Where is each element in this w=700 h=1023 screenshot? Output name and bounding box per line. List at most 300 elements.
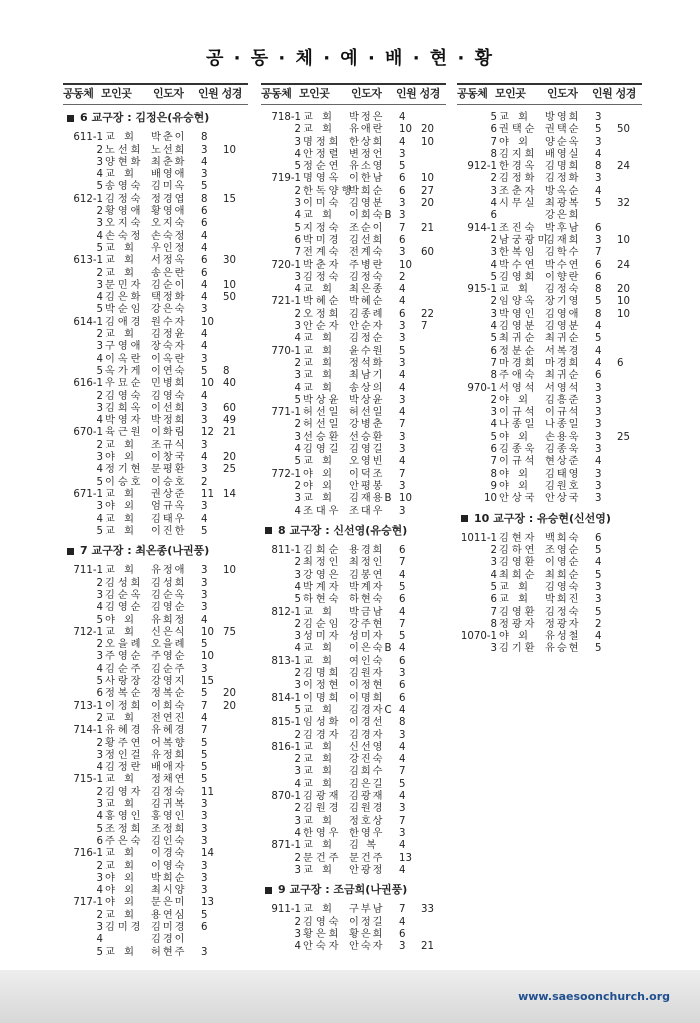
table-row — [261, 643, 446, 655]
group-cell: 912-1 — [467, 161, 497, 173]
attendance-cell: 4 — [399, 840, 406, 852]
bible-cell: 20 — [617, 284, 630, 296]
table-row — [261, 333, 446, 345]
bible-cell: 21 — [421, 222, 434, 234]
place-cell: 노선희 — [105, 144, 144, 156]
leader-cell: 조영순 — [545, 545, 581, 557]
place-cell: 박순임 — [105, 304, 144, 316]
bible-cell — [223, 329, 243, 341]
place-cell: 조정희 — [105, 823, 144, 835]
group-cell: 770-1 — [271, 345, 301, 357]
place-cell: 교 회 — [105, 439, 137, 451]
leader-cell: 조정희 — [151, 823, 187, 835]
place-cell: 송영숙 — [105, 181, 144, 193]
table-row — [457, 137, 642, 149]
footer-url[interactable]: www.saesoonchurch.org — [518, 990, 670, 1003]
table-row — [457, 383, 642, 395]
bible-cell — [223, 578, 243, 590]
leader-cell: 이덕조 — [349, 468, 385, 480]
leader-cell: 안순자 — [349, 321, 385, 333]
group-cell: 3 — [294, 929, 301, 940]
table-row — [63, 799, 248, 811]
group-cell: 5 — [96, 181, 103, 193]
group-cell: 7 — [490, 606, 497, 618]
section-heading — [261, 525, 446, 537]
place-cell: 교 회 — [303, 741, 335, 753]
attendance-cell: 3 — [595, 234, 602, 246]
leader-cell: 박정은 — [349, 112, 385, 123]
place-cell: 사랑장 — [105, 676, 144, 688]
bible-cell — [617, 607, 637, 619]
place-cell: 손숙정 — [105, 230, 144, 242]
attendance-cell: 13 — [399, 852, 412, 864]
group-cell: 4 — [96, 602, 103, 614]
place-cell: 박상윤 — [303, 394, 342, 406]
group-cell: 2 — [294, 668, 301, 680]
leader-cell: 방옥순 — [545, 185, 581, 197]
table-row — [261, 432, 446, 444]
group-cell: 8 — [490, 618, 497, 630]
attendance-cell: 8 — [595, 161, 602, 173]
leader-cell: 이승호 — [151, 476, 187, 488]
group-cell: 3 — [490, 308, 497, 320]
group-cell: 4 — [96, 934, 103, 946]
group-cell: 2 — [490, 545, 497, 557]
header-cell: 모인곳 — [101, 87, 132, 101]
bible-cell: 20 — [223, 452, 236, 464]
leader-cell: 김광재 — [349, 791, 385, 803]
place-cell: 김영자 — [105, 786, 144, 798]
attendance-cell: 5 — [595, 333, 602, 345]
bible-cell — [617, 481, 637, 493]
table-row — [261, 456, 446, 468]
group-cell: 4 — [96, 811, 103, 823]
attendance-cell: 3 — [201, 169, 208, 181]
table-row — [261, 493, 446, 505]
bible-cell — [223, 514, 243, 526]
group-cell: 5 — [96, 242, 103, 254]
place-cell: 야 외 — [499, 468, 531, 480]
place-cell: 권택순 — [499, 124, 538, 136]
place-cell: 허선일 — [303, 407, 342, 419]
group-cell: 2 — [96, 909, 103, 921]
leader-cell: 여인숙 — [349, 655, 385, 667]
table-row — [457, 124, 642, 136]
group-cell: 2 — [96, 860, 103, 872]
table-row — [261, 149, 446, 161]
group-cell: 2 — [294, 754, 301, 766]
bible-cell — [617, 395, 637, 407]
attendance-cell: 5 — [595, 124, 602, 136]
leader-cell: 이경선 — [349, 717, 385, 729]
leader-cell: 장숙자 — [151, 341, 187, 353]
bible-cell — [617, 321, 637, 333]
bible-cell — [223, 762, 243, 774]
group-cell: 5 — [490, 431, 497, 443]
group-cell: 3 — [490, 247, 497, 259]
table-row — [63, 255, 248, 267]
place-cell: 정복순 — [105, 688, 144, 700]
bible-cell — [421, 742, 441, 754]
group-cell: 4 — [490, 259, 497, 271]
leader-cell: 유혜경 — [151, 725, 187, 737]
table-row — [457, 186, 642, 198]
group-cell: 714-1 — [73, 725, 103, 737]
attendance-cell: 6 — [399, 234, 406, 246]
group-cell: 4 — [96, 513, 103, 525]
attendance-cell: 7 — [399, 468, 406, 480]
bible-cell — [223, 799, 243, 811]
place-cell: 김영숙 — [105, 390, 144, 402]
attendance-cell: 4 — [399, 791, 406, 803]
place-cell: 야 외 — [105, 501, 137, 513]
bible-cell — [617, 469, 637, 481]
table-row — [457, 419, 642, 431]
place-cell: 김하연 — [499, 545, 538, 557]
section-heading — [63, 112, 248, 124]
bible-cell — [223, 774, 243, 786]
place-cell: 김영희 — [499, 271, 538, 283]
place-cell: 교 회 — [105, 626, 137, 638]
bible-cell — [421, 284, 441, 296]
attendance-cell: 3 — [595, 112, 602, 123]
section-heading-text: 6 교구장 : 김정은(유승현) — [80, 111, 210, 124]
group-cell: 6 — [490, 444, 497, 456]
table-row — [261, 272, 446, 284]
leader-cell: 양순옥 — [545, 136, 581, 148]
place-cell: 오을례 — [105, 639, 144, 651]
leader-cell: 강병춘 — [349, 419, 385, 431]
leader-cell: 김순옥 — [151, 589, 187, 601]
table-row — [261, 346, 446, 358]
attendance-cell: 4 — [201, 156, 208, 168]
leader-cell: 김미옥 — [151, 181, 187, 193]
group-cell: 3 — [96, 872, 103, 884]
leader-cell: 김은길 — [349, 778, 385, 790]
group-cell: 3 — [96, 341, 103, 353]
bible-cell — [421, 668, 441, 680]
table-row — [457, 161, 642, 173]
table-row — [261, 284, 446, 296]
place-cell: 교 회 — [303, 357, 335, 369]
leader-cell: 엄규옥 — [151, 501, 187, 513]
place-cell: 한경옥 — [499, 161, 538, 173]
attendance-cell: 4 — [201, 712, 208, 724]
table-row — [63, 403, 248, 415]
footer-bar — [0, 970, 700, 1023]
place-cell: 김현자 — [499, 532, 538, 544]
place-cell: 야 외 — [499, 394, 531, 406]
attendance-cell: 3 — [399, 668, 406, 680]
attendance-cell: 3 — [399, 333, 406, 345]
leader-cell: 정복순 — [151, 688, 187, 700]
bible-cell — [223, 787, 243, 799]
place-cell: 지정숙 — [303, 222, 342, 234]
place-cell: 나종일 — [499, 419, 538, 431]
bible-cell — [223, 725, 243, 737]
table-row — [261, 419, 446, 431]
leader-cell: 김정순 — [349, 333, 385, 345]
table-row — [457, 432, 642, 444]
attendance-cell: 3 — [595, 173, 602, 185]
attendance-cell: 3 — [201, 501, 208, 513]
attendance-cell: 4 — [201, 513, 208, 525]
table-row — [261, 370, 446, 382]
place-cell: 이미숙 — [303, 198, 342, 210]
attendance-cell: 4 — [399, 382, 406, 394]
attendance-cell: 2 — [399, 271, 406, 283]
table-row — [63, 268, 248, 280]
table-row — [261, 754, 446, 766]
leader-cell: 허선일 — [349, 407, 385, 419]
header-cell: 공동체 — [457, 87, 488, 101]
leader-cell: 김영분 — [545, 321, 581, 333]
attendance-cell: 3 — [595, 419, 602, 431]
bible-cell — [421, 456, 441, 468]
attendance-cell: 5 — [201, 737, 208, 749]
group-cell: 614-1 — [73, 316, 103, 328]
group-cell: 3 — [294, 569, 301, 581]
group-cell: 4 — [96, 464, 103, 476]
attendance-cell: 3 — [201, 402, 208, 414]
place-cell: 교 회 — [105, 565, 137, 577]
table-row — [261, 865, 446, 877]
leader-cell: 이한남 — [349, 173, 385, 185]
leader-cell: 권상준 — [151, 488, 187, 500]
place-cell: 김지희 — [499, 148, 538, 160]
place-cell: 김정숙 — [105, 193, 144, 205]
bible-cell — [617, 149, 637, 161]
leader-cell: 서복경 — [545, 345, 581, 357]
bible-cell — [617, 582, 637, 594]
leader-cell: 전연진 — [151, 712, 187, 724]
group-cell: 5 — [490, 581, 497, 593]
table-row — [63, 725, 248, 737]
table-row — [63, 615, 248, 627]
group-cell: 2 — [294, 480, 301, 492]
table-row — [63, 688, 248, 700]
group-cell: 772-1 — [271, 468, 301, 480]
bible-cell — [421, 370, 441, 382]
attendance-cell: 7 — [595, 247, 602, 259]
place-cell: 교 회 — [303, 345, 335, 357]
group-cell: 816-1 — [271, 741, 301, 753]
table-row — [63, 578, 248, 590]
bible-cell — [617, 137, 637, 149]
group-cell: 3 — [96, 749, 103, 761]
table-row — [457, 235, 642, 247]
place-cell: 조대우 — [303, 505, 342, 517]
place-cell: 시무실 — [499, 198, 538, 210]
page-title: 공 · 동 · 체 · 예 · 배 · 현 · 황 — [206, 48, 494, 69]
table-row — [457, 223, 642, 235]
place-cell: 안숙자 — [303, 941, 342, 953]
leader-cell: 용경희 — [349, 545, 385, 557]
place-cell: 황주연 — [105, 737, 144, 749]
bible-cell — [617, 112, 637, 124]
attendance-cell: 3 — [399, 321, 406, 333]
attendance-cell: 3 — [399, 357, 406, 369]
place-cell: 교 회 — [303, 815, 335, 827]
group-cell: 2 — [294, 124, 301, 136]
table-row — [457, 173, 642, 185]
group-cell: 717-1 — [73, 897, 103, 909]
group-cell: 6 — [490, 594, 497, 606]
table-row — [63, 787, 248, 799]
square-bullet-icon — [67, 548, 74, 555]
place-cell: 야 외 — [105, 897, 137, 909]
table-row — [63, 848, 248, 860]
group-cell: 813-1 — [271, 655, 301, 667]
table-row — [261, 112, 446, 124]
table-row — [63, 452, 248, 464]
attendance-cell: 3 — [399, 247, 406, 259]
bible-cell — [223, 181, 243, 193]
leader-cell: 이영숙 — [151, 860, 187, 872]
attendance-cell: 10 — [201, 316, 214, 328]
leader-cell: 한상희 — [349, 136, 385, 148]
table-row — [261, 619, 446, 631]
attendance-cell: 14 — [201, 848, 214, 860]
table-row — [457, 296, 642, 308]
table-row — [457, 149, 642, 161]
group-cell: 718-1 — [271, 112, 301, 123]
place-cell: 교 회 — [303, 778, 335, 790]
group-cell: 2 — [96, 712, 103, 724]
table-row — [457, 198, 642, 210]
leader-cell: 박계자 — [349, 581, 385, 593]
attendance-cell: 4 — [595, 345, 602, 357]
table-row — [63, 378, 248, 390]
bible-cell: 50 — [617, 124, 630, 136]
table-row — [261, 779, 446, 791]
leader-cell: 최광복 — [545, 198, 581, 210]
place-cell: 교 회 — [303, 904, 335, 916]
attendance-cell: 4 — [399, 370, 406, 382]
leader-cell: 강주현 — [349, 618, 385, 630]
attendance-cell: 6 — [201, 267, 208, 279]
section-heading — [261, 884, 446, 896]
place-cell: 김명희 — [303, 668, 342, 680]
group-cell: 720-1 — [271, 259, 301, 271]
bible-cell — [223, 231, 243, 243]
table-row — [63, 627, 248, 639]
bible-cell — [421, 779, 441, 791]
leader-cell: 이연숙 — [151, 365, 187, 377]
attendance-cell: 3 — [595, 407, 602, 419]
table-row — [63, 910, 248, 922]
attendance-cell: 4 — [399, 569, 406, 581]
bible-cell: 32 — [617, 198, 630, 210]
bible-cell — [617, 594, 637, 606]
table-row — [457, 333, 642, 345]
group-cell: 4 — [96, 663, 103, 675]
place-cell: 정광자 — [499, 618, 538, 630]
table-row — [261, 235, 446, 247]
attendance-cell: 5 — [399, 631, 406, 643]
bible-cell: 10 — [421, 173, 434, 185]
table-row — [63, 501, 248, 513]
attendance-cell: 5 — [201, 181, 208, 193]
bible-cell — [421, 444, 441, 456]
table-row — [63, 243, 248, 255]
leader-cell: 문은미 — [151, 897, 187, 909]
bible-cell — [421, 643, 441, 655]
bible-cell — [223, 526, 243, 538]
group-cell: 915-1 — [467, 284, 497, 296]
bible-cell: 10 — [421, 136, 434, 148]
table-row — [261, 358, 446, 370]
place-cell: 명영옥 — [303, 173, 342, 185]
section-heading-text: 10 교구장 : 유승현(신선영) — [474, 511, 611, 525]
attendance-cell: 3 — [399, 444, 406, 456]
table-row — [457, 594, 642, 606]
place-cell: 교 회 — [303, 370, 335, 382]
leader-cell: 변정언 — [349, 148, 385, 160]
bible-cell — [223, 738, 243, 750]
bible-cell — [421, 383, 441, 395]
group-cell: 4 — [490, 419, 497, 431]
header-cell: 인도자 — [547, 87, 578, 101]
bible-cell: 6 — [617, 357, 624, 369]
group-cell: 7 — [490, 357, 497, 369]
attendance-cell: 8 — [201, 193, 208, 205]
group-cell: 3 — [294, 766, 301, 778]
leader-cell: 장기영 — [545, 296, 581, 308]
place-cell: 교 회 — [303, 655, 335, 667]
place-cell: 주애숙 — [499, 370, 538, 382]
place-cell: 교 회 — [105, 774, 137, 786]
attendance-cell: 3 — [595, 444, 602, 456]
group-cell: 4 — [294, 148, 301, 160]
group-cell: 3 — [294, 136, 301, 148]
group-cell: 4 — [96, 353, 103, 365]
table-row — [63, 836, 248, 848]
bible-cell — [223, 947, 243, 959]
attendance-cell: 4 — [201, 242, 208, 254]
attendance-cell: 6 — [399, 655, 406, 667]
place-cell: 김영숙 — [303, 916, 342, 928]
leader-cell: 현상준 — [545, 456, 581, 468]
attendance-cell: 3 — [201, 439, 208, 451]
bible-cell — [421, 766, 441, 778]
group-cell: 1011-1 — [460, 532, 497, 544]
group-cell: 5 — [490, 333, 497, 345]
square-bullet-icon — [67, 115, 74, 122]
table-row — [63, 181, 248, 193]
group-cell: 712-1 — [73, 626, 103, 638]
bible-cell — [421, 730, 441, 742]
leader-cell: 정호상 — [349, 815, 385, 827]
bible-cell — [617, 493, 637, 505]
table-row — [261, 545, 446, 557]
place-cell: 교 회 — [105, 255, 137, 267]
group-cell: 815-1 — [271, 717, 301, 729]
place-cell: 유혜경 — [105, 725, 144, 737]
header-cell: 공동체 — [63, 87, 94, 101]
table-row — [261, 917, 446, 929]
bible-cell — [223, 639, 243, 651]
bible-cell — [421, 493, 441, 505]
leader-cell: 김영숙 — [151, 390, 187, 402]
place-cell: 박수연 — [499, 259, 538, 271]
table-row — [261, 198, 446, 210]
place-cell: 교 회 — [105, 513, 137, 525]
table-row — [63, 526, 248, 538]
leader-cell: 이희숙 — [151, 700, 187, 712]
group-cell: 4 — [294, 827, 301, 839]
leader-cell: 황영애 — [151, 206, 187, 218]
